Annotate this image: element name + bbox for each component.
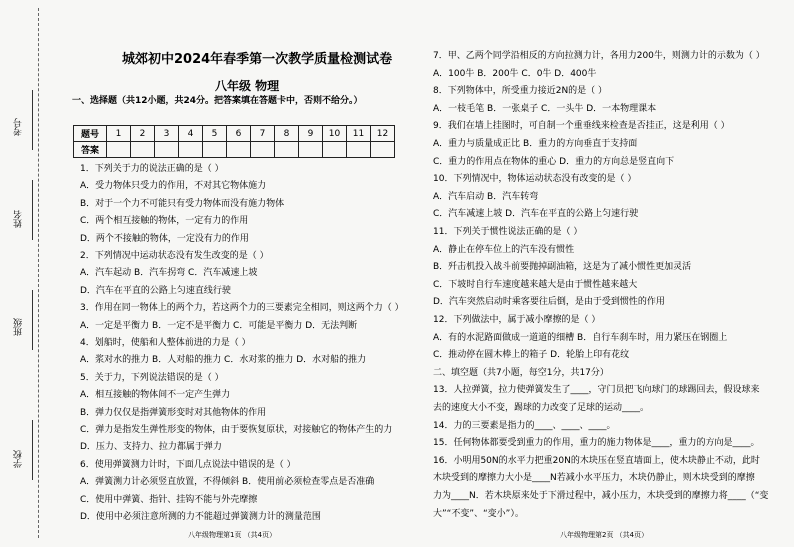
table-num: 7 xyxy=(251,126,275,142)
answer-cell[interactable] xyxy=(299,142,323,158)
table-num: 9 xyxy=(299,126,323,142)
question-line: 4．划船时，使船和人整体前进的力是（ ） xyxy=(80,338,251,348)
label-name: 姓名 xyxy=(14,210,24,228)
question-line: D．两个不接触的物体，一定没有力的作用 xyxy=(80,233,249,244)
table-num: 3 xyxy=(155,126,179,142)
question-line: D．使用中必须注意所测的力不能超过弹簧测力计的测量范围 xyxy=(80,512,321,522)
question-line: A．一定是平衡力 B．一定不是平衡力 C．可能是平衡力 D．无法判断 xyxy=(80,320,358,331)
question-line: 1．下列关于力的说法正确的是（ ） xyxy=(80,164,224,174)
answer-cell[interactable] xyxy=(131,142,155,158)
question-line: 9．我们在墙上挂图时，可自制一个重垂线来检查是否挂正，这是利用（ ） xyxy=(433,121,730,132)
label-class: 班级 xyxy=(14,318,24,336)
question-line: A．重力与质量成正比 B．重力的方向垂直于支持面 xyxy=(433,139,638,149)
answer-cell[interactable] xyxy=(251,142,275,158)
question-line: 15．任何物体都要受到重力的作用，重力的施力物体是____，重力的方向是____。 xyxy=(433,438,760,449)
answer-table xyxy=(73,125,395,158)
question-line: A．一枝毛笔 B．一张桌子 C．一头牛 D．一本物理课本 xyxy=(433,103,657,114)
table-num: 10 xyxy=(323,126,347,142)
question-line: A．有的水泥路面做成一道道的细槽 B．自行车刹车时，用力紧压在钢圈上 xyxy=(433,332,728,343)
answer-cell[interactable] xyxy=(107,142,131,158)
question-line: D．汽车突然启动时乘客要往后倒，是由于受到惯性的作用 xyxy=(433,297,665,308)
question-line: A．受力物体只受力的作用，不对其它物体施力 xyxy=(80,181,267,192)
question-line: 14．力的三要素是指力的____、____、____。 xyxy=(433,420,616,431)
table-num: 2 xyxy=(131,126,155,142)
question-line: 木块受到的摩擦力大小是____N若减小水平压力，木块仍静止，则木块受到的摩擦 xyxy=(433,473,755,484)
question-line: 6．使用弹簧测力计时，下面几点说法中错误的是（ ） xyxy=(80,459,296,470)
answer-cell[interactable] xyxy=(155,142,179,158)
blank-line xyxy=(32,90,34,150)
table-num: 8 xyxy=(275,126,299,142)
answer-cell[interactable] xyxy=(203,142,227,158)
left-page-footer: 八年级物理第1页 （共4页） xyxy=(188,531,277,539)
table-num: 1 xyxy=(107,126,131,142)
table-num: 12 xyxy=(371,126,395,142)
question-line: C．推动停在圆木棒上的箱子 D．轮胎上印有花纹 xyxy=(433,350,630,361)
blank-line xyxy=(32,290,34,350)
question-line: B．歼击机投入战斗前要抛掉副油箱，这是为了减小惯性更加灵活 xyxy=(433,262,692,273)
question-line: 8．下列物体中，所受重力接近2N的是（ ） xyxy=(433,86,608,97)
question-line: 2．下列情况中运动状态没有发生改变的是（ ） xyxy=(80,251,269,261)
question-line: C．使用中弹簧、指针、挂钩不能与外壳摩擦 xyxy=(80,494,258,505)
cut-line xyxy=(38,8,39,538)
question-line: 去的速度大小不变，踢球的力改变了足球的运动____。 xyxy=(433,403,650,413)
question-line: B．对于一个力不可能只有受力物体而没有施力物体 xyxy=(80,198,285,209)
question-line: B．弹力仅仅是指弹簧形变时对其他物体的作用 xyxy=(80,407,267,418)
question-line: 13．人拉弹簧，拉力使弹簧发生了____，守门员把飞向球门的球踢回去，假设球来 xyxy=(433,385,760,396)
table-num: 6 xyxy=(227,126,251,142)
question-line: A．静止在停车位上的汽车没有惯性 xyxy=(433,244,575,255)
question-line: 大”“不变”、“变小”）。 xyxy=(433,508,524,519)
answer-cell[interactable] xyxy=(227,142,251,158)
table-num: 4 xyxy=(179,126,203,142)
question-line: D．汽车在平直的公路上匀速直线行驶 xyxy=(80,285,231,296)
question-line: 10．下列情况中，物体运动状态没有改变的是（ ） xyxy=(433,174,637,185)
blank-line xyxy=(32,180,34,240)
right-page-footer: 八年级物理第2页 （共4页） xyxy=(560,531,649,539)
question-line: A．100牛 B．200牛 C．0牛 D．400牛 xyxy=(433,68,597,79)
blank-line xyxy=(32,420,34,480)
question-line: 16．小明用50N的水平力把重20N的木块压在竖直墙面上，使木块静止不动，此时 xyxy=(433,455,760,466)
answer-cell[interactable] xyxy=(323,142,347,158)
question-line: C．重力的作用点在物体的重心 D．重力的方向总是竖直向下 xyxy=(433,156,675,167)
table-num: 5 xyxy=(203,126,227,142)
question-line: 3．作用在同一物体上的两个力，若这两个力的三要素完全相同，则这两个力（ ） xyxy=(80,303,404,314)
table-head-label: 题号 xyxy=(74,126,107,142)
question-line: 7．甲、乙两个同学沿相反的方向拉测力计，各用力200牛，则测力计的示数为（ ） xyxy=(433,51,765,61)
question-line: C．弹力是指发生弹性形变的物体，由于要恢复原状，对接触它的物体产生的力 xyxy=(80,425,393,435)
question-line: A．汽车起动 B．汽车拐弯 C．汽车减速上坡 xyxy=(80,268,258,279)
table-answer-label: 答案 xyxy=(74,142,107,158)
question-line: 11．下列关于惯性说法正确的是（ ） xyxy=(433,227,583,237)
answer-cell[interactable] xyxy=(347,142,371,158)
question-line: A．汽车启动 B．汽车转弯 xyxy=(433,191,539,202)
question-line: A．弹簧测力计必须竖直放置，不得倾斜 B．使用前必须检查零点是否准确 xyxy=(80,477,375,488)
question-line: A．相互接触的物体间不一定产生弹力 xyxy=(80,390,231,401)
question-line: A．浆对水的推力 B．人对船的推力 C．水对浆的推力 D．水对船的推力 xyxy=(80,355,367,366)
question-line: C．汽车减速上坡 D．汽车在平直的公路上匀速行驶 xyxy=(433,209,639,220)
label-kaohao: 考号 xyxy=(14,118,24,136)
question-line: 5．关于力，下列说法错误的是（ ） xyxy=(80,372,224,383)
question-line: 12．下列做法中，属于减小摩擦的是（ ） xyxy=(433,315,601,325)
question-line: 二、填空题（共7小题，每空1分，共17分） xyxy=(433,367,609,378)
binding-margin xyxy=(4,0,44,547)
answer-cell[interactable] xyxy=(275,142,299,158)
answer-cell[interactable] xyxy=(179,142,203,158)
exam-title: 城郊初中2024年春季第一次教学质量检测试卷 xyxy=(122,52,393,67)
section-choice-heading: 一、选择题（共12小题，共24分。把答案填在答题卡中，否则不给分。） xyxy=(72,96,363,106)
label-school: 学校 xyxy=(14,450,24,468)
exam-subtitle: 八年级 物理 xyxy=(215,79,280,93)
question-line: 力为____N．若木块原来处于下滑过程中，减小压力，木块受到的摩擦力将____（“变 xyxy=(433,491,769,501)
question-line: D．压力、支持力、拉力都属于弹力 xyxy=(80,442,222,453)
question-line: C．两个相互接触的物体，一定有力的作用 xyxy=(80,216,249,227)
answer-cell[interactable] xyxy=(371,142,395,158)
table-num: 11 xyxy=(347,126,371,142)
question-line: C．下坡时自行车速度越来越大是由于惯性越来越大 xyxy=(433,279,638,290)
